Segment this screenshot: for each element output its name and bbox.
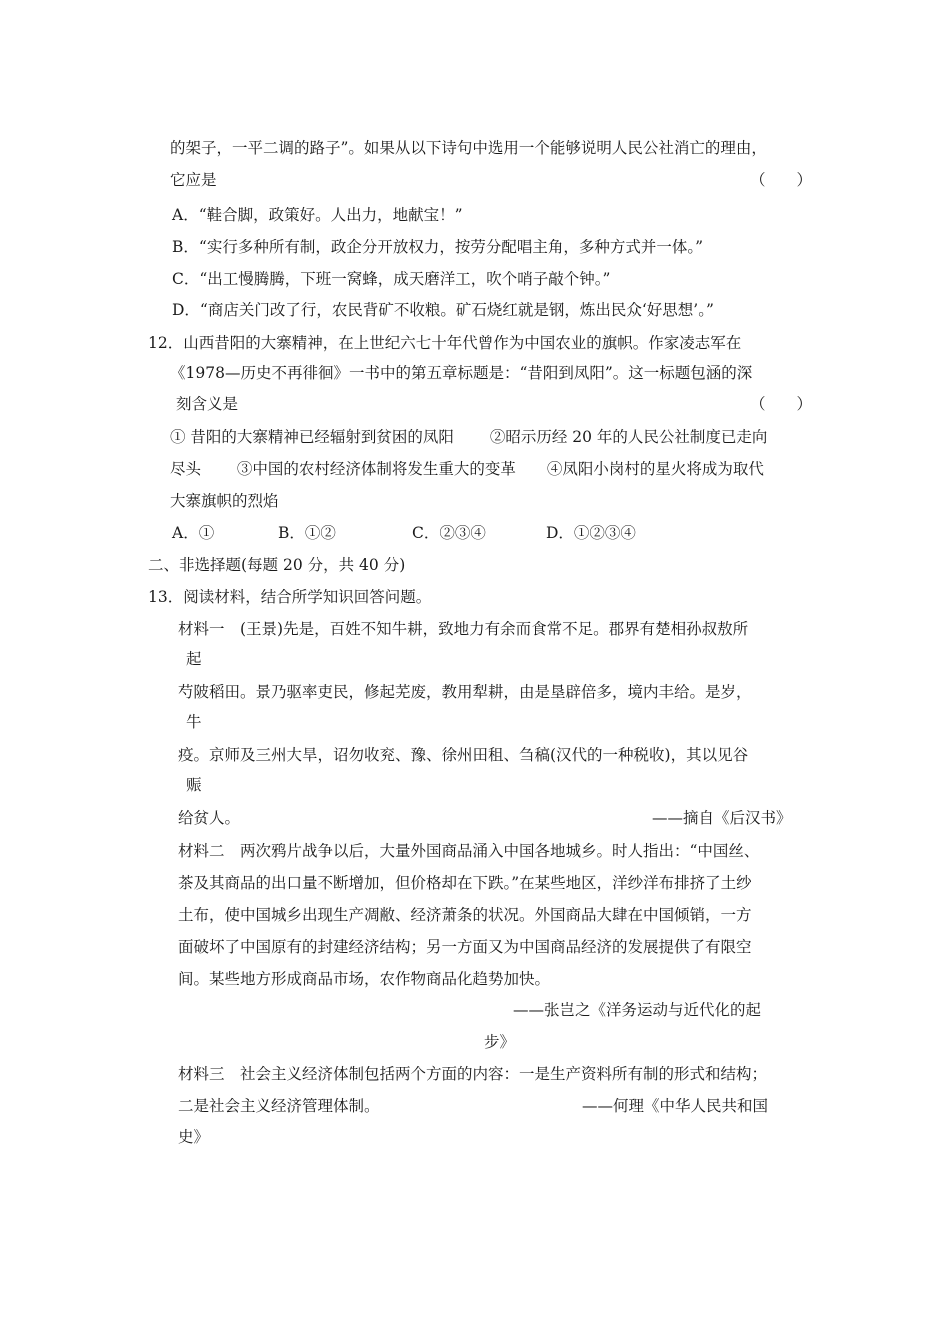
material-2-line-2: 茶及其商品的出口量不断增加，但价格却在下跌。”在某些地区，洋纱洋布排挤了土纱 [178, 874, 752, 892]
material-2-source-line-1: ——张岂之《洋务运动与近代化的起 [513, 1001, 762, 1019]
q11-option-d: D．“商店关门改了行，农民背矿不收粮。矿石烧红就是钢，炼出民众‘好思想’。” [172, 301, 714, 319]
material-1-line-2: 起 [186, 650, 202, 668]
material-1-line-6: 赈 [186, 776, 202, 794]
material-3-source-line-2: 史》 [178, 1128, 210, 1146]
q12-line-2: 《1978—历史不再徘徊》一书中的第五章标题是：“昔阳到凤阳”。这一标题包涵的深 [170, 364, 753, 382]
material-1-line-1: 材料一 (王景)先是，百姓不知牛耕，致地力有余而食常不足。郡界有楚相孙叔敖所 [178, 620, 749, 638]
q12-item-2: 尽头 ③中国的农村经济体制将发生重大的变革 ④凤阳小岗村的星火将成为取代 [170, 460, 764, 478]
material-3-source-line-1: ——何理《中华人民共和国 [582, 1097, 769, 1115]
q11-line-2: 它应是 [170, 171, 217, 189]
q13-title: 13．阅读材料，结合所学知识回答问题。 [148, 588, 432, 606]
q12-line-1: 12．山西昔阳的大寨精神，在上世纪六七十年代曾作为中国农业的旗帜。作家凌志军在 [148, 334, 742, 352]
q11-option-b: B．“实行多种所有制，政企分开放权力，按劳分配唱主角，多种方式并一体。” [172, 238, 703, 256]
q12-answer-paren: （ ） [750, 395, 813, 413]
q12-option-b: B．①② [278, 524, 336, 542]
material-1-line-3: 芍陂稻田。景乃驱率吏民，修起芜废，教用犁耕，由是垦辟倍多，境内丰给。是岁， [178, 683, 752, 701]
q11-option-c: C．“出工慢腾腾，下班一窝蜂，成天磨洋工，吹个哨子敲个钟。” [172, 270, 611, 288]
material-2-line-4: 面破坏了中国原有的封建经济结构；另一方面又为中国商品经济的发展提供了有限空 [178, 938, 752, 956]
q12-option-c: C．②③④ [412, 524, 486, 542]
q12-line-3: 刻含义是 [176, 395, 239, 413]
q12-item-3: 大寨旗帜的烈焰 [170, 492, 279, 510]
q11-answer-paren: （ ） [750, 171, 813, 189]
material-1-line-7: 给贫人。 [178, 809, 241, 827]
material-2-source-line-2: 步》 [484, 1033, 516, 1051]
q11-line-1: 的架子，一平二调的路子”。如果从以下诗句中选用一个能够说明人民公社消亡的理由， [170, 139, 767, 157]
q12-item-1: ① 昔阳的大寨精神已经辐射到贫困的凤阳 ②昭示历经 20 年的人民公社制度已走向 [170, 428, 768, 446]
material-2-line-5: 间。某些地方形成商品市场，农作物商品化趋势加快。 [178, 970, 551, 988]
q12-option-a: A．① [172, 524, 215, 542]
section-2-heading: 二、非选择题(每题 20 分，共 40 分) [148, 556, 406, 574]
material-1-line-4: 牛 [186, 713, 202, 731]
material-1-source: ——摘自《后汉书》 [652, 809, 792, 827]
material-3-line-2: 二是社会主义经济管理体制。 [178, 1097, 380, 1115]
q12-option-d: D．①②③④ [546, 524, 636, 542]
material-2-line-1: 材料二 两次鸦片战争以后，大量外国商品涌入中国各地城乡。时人指出：“中国丝、 [178, 842, 760, 860]
material-1-line-5: 疫。京师及三州大旱，诏勿收兖、豫、徐州田租、刍稿(汉代的一种税收)，其以见谷 [178, 746, 749, 764]
material-3-line-1: 材料三 社会主义经济体制包括两个方面的内容：一是生产资料所有制的形式和结构； [178, 1065, 768, 1083]
q11-option-a: A．“鞋合脚，政策好。人出力，地献宝！” [172, 206, 463, 224]
material-2-line-3: 土布，使中国城乡出现生产凋敝、经济萧条的状况。外国商品大肆在中国倾销，一方 [178, 906, 752, 924]
